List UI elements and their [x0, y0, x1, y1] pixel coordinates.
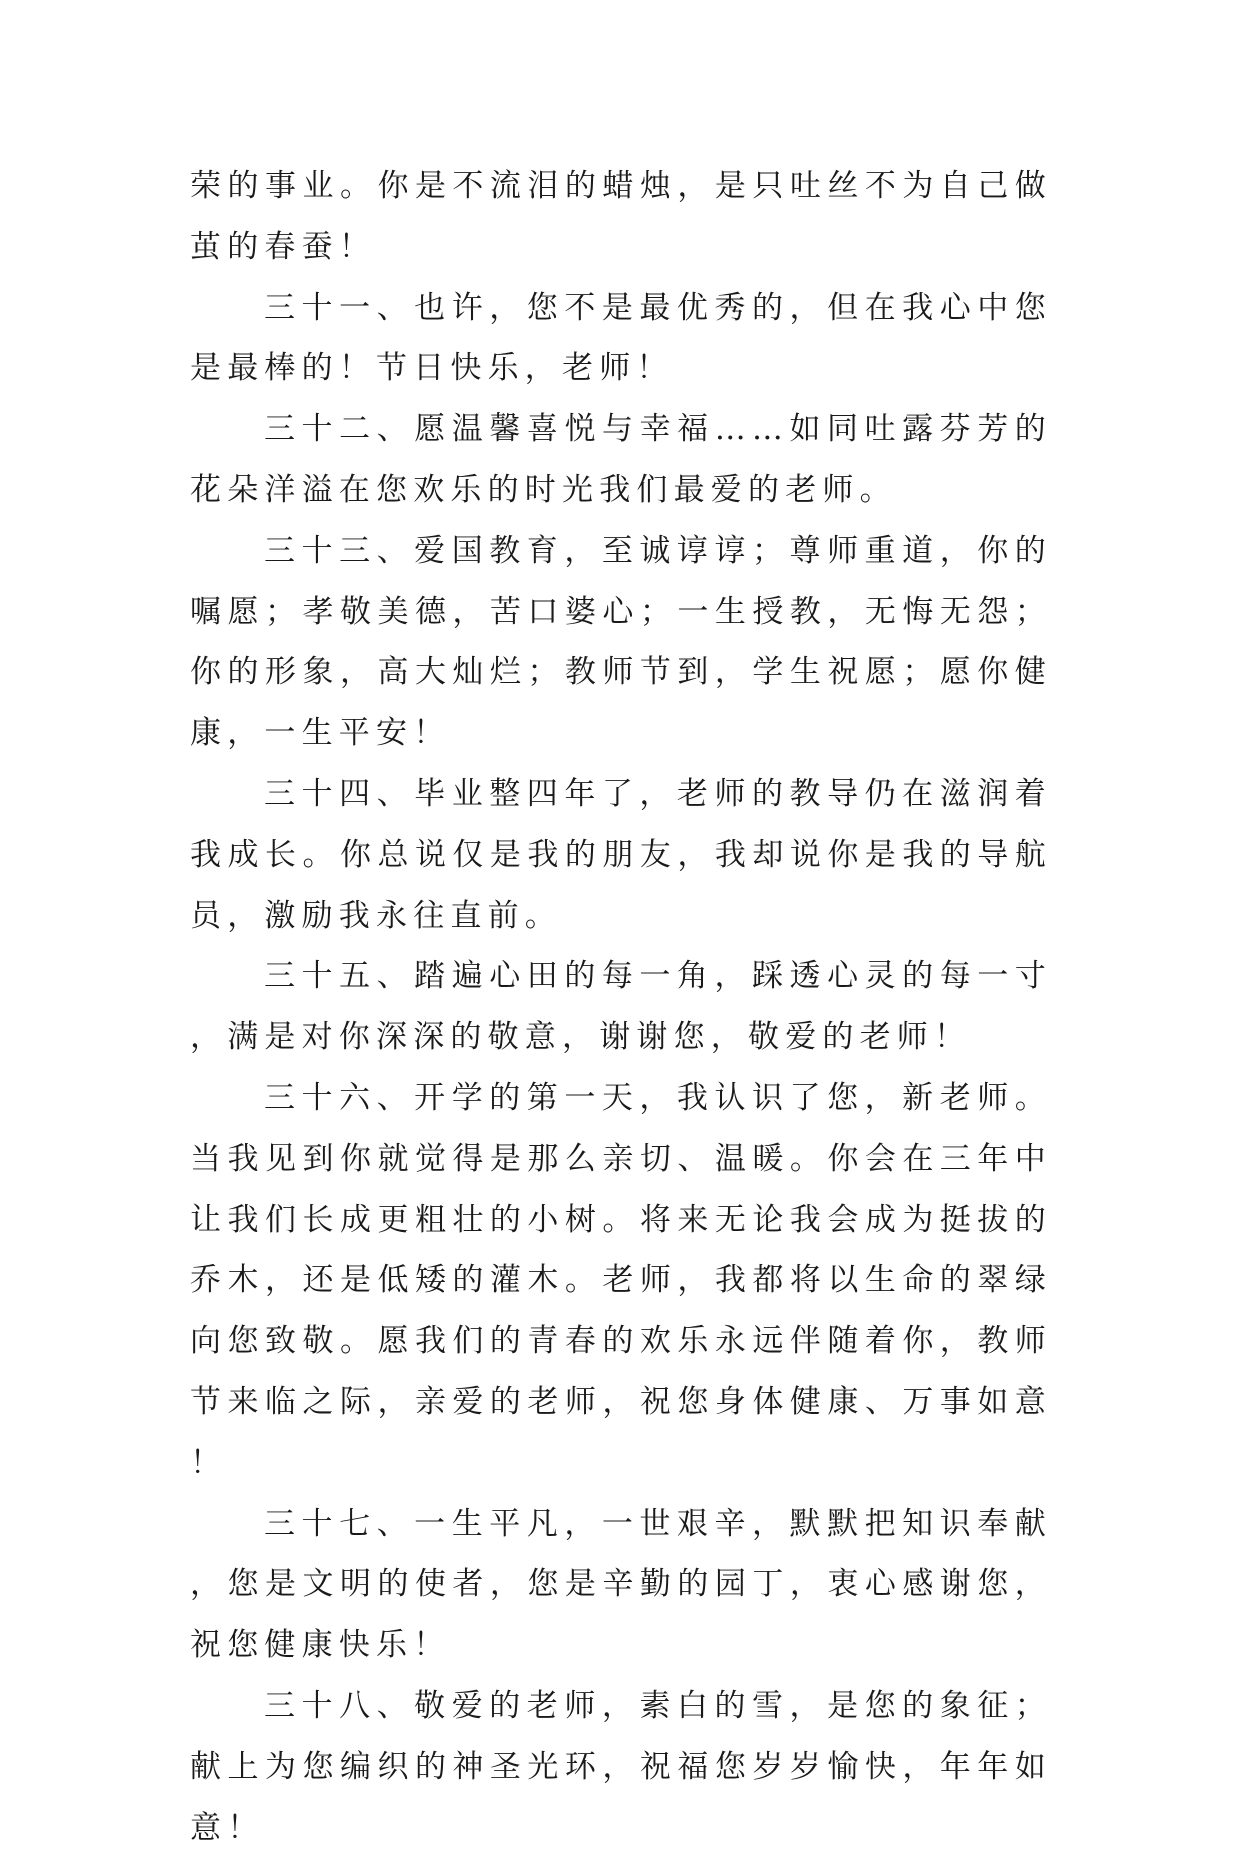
paragraph-continuation: 荣的事业。你是不流泪的蜡烛，是只吐丝不为自己做茧的春蚕！: [190, 168, 1052, 265]
paragraph-34: 三十四、毕业整四年了，老师的教导仍在滋润着我成长。你总说仅是我的朋友，我却说你是我的导航员，激励我永往直前。: [190, 775, 1052, 934]
paragraph-31: 三十一、也许，您不是最优秀的，但在我心中您是最棒的！节日快乐，老师！: [190, 289, 1052, 387]
paragraph-33: 三十三、爱国教育，至诚谆谆；尊师重道，你的嘱愿；孝敬美德，苦口婆心；一生授教，无悔无怨；你的形象，高大灿烂；教师节到，学生祝愿；愿你健康，一生平安！: [190, 532, 1052, 752]
paragraph-36: 三十六、开学的第一天，我认识了您，新老师。当我见到你就觉得是那么亲切、温暖。你会在三年中让我们长成更粗壮的小树。将来无论我会成为挺拔的乔木，还是低矮的灌木。老师，我都将以生命的翠绿向您致敬。愿我们的青春的欢乐永远伴随着你，教师节来临之际，亲爱的老师，祝您身体健康、万事如意！: [190, 1079, 1052, 1481]
paragraph-35: 三十五、踏遍心田的每一角，踩透心灵的每一寸，满是对你深深的敬意，谢谢您，敬爱的老师！: [190, 958, 1052, 1056]
paragraph-32: 三十二、愿温馨喜悦与幸福……如同吐露芬芳的花朵洋溢在您欢乐的时光我们最爱的老师。: [190, 411, 1052, 508]
body-text: [190, 156, 1052, 1858]
paragraph-38: 三十八、敬爱的老师，素白的雪，是您的象征；献上为您编织的神圣光环，祝福您岁岁愉快，年年如意！: [190, 1687, 1052, 1846]
paragraph-37: 三十七、一生平凡，一世艰辛，默默把知识奉献，您是文明的使者，您是辛勤的园丁，衷心感谢您，祝您健康快乐！: [190, 1505, 1052, 1664]
